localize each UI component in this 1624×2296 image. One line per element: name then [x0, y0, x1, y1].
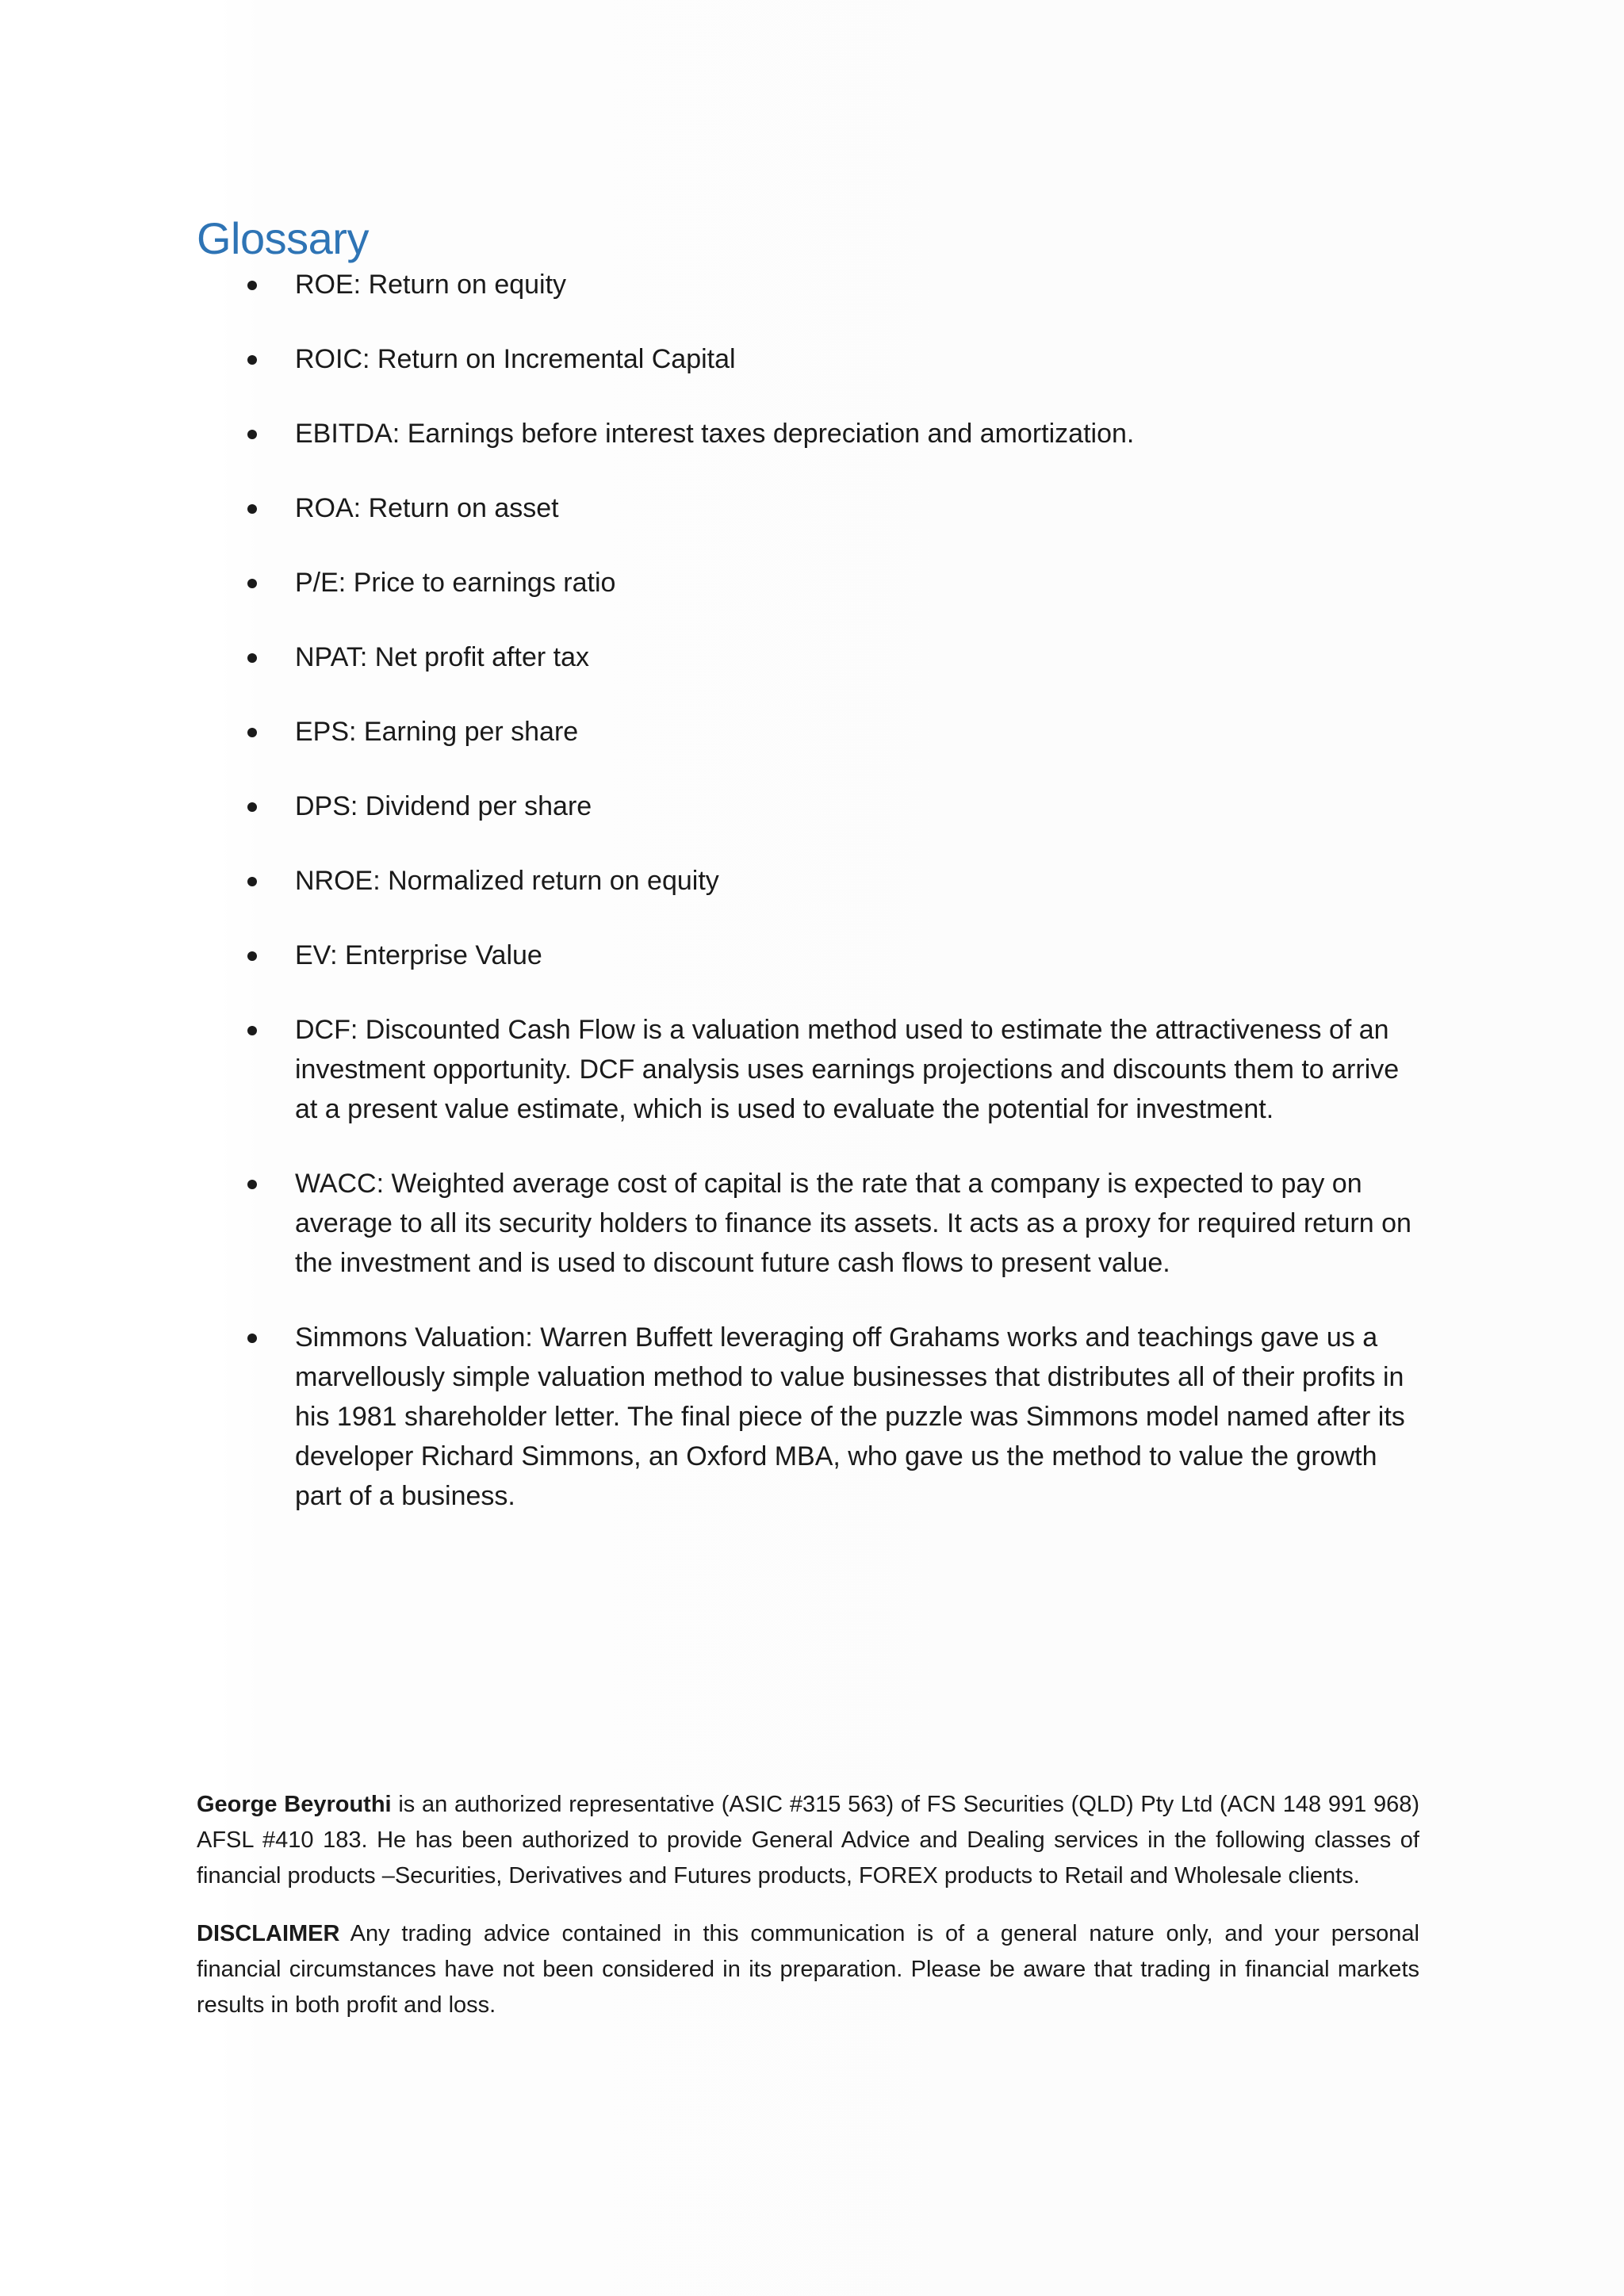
bullet-icon	[247, 1334, 257, 1343]
glossary-item-text: EPS: Earning per share	[295, 717, 579, 747]
glossary-item-roa	[197, 488, 1419, 528]
page-title: Glossary	[197, 213, 369, 263]
glossary-item-text: ROIC: Return on Incremental Capital	[295, 344, 736, 374]
bullet-icon	[247, 281, 257, 290]
glossary-item-npat	[197, 637, 1419, 677]
disclaimer-label: DISCLAIMER	[197, 1921, 340, 1946]
glossary-section	[197, 208, 1419, 1551]
glossary-item-text: DCF: Discounted Cash Flow is a valuation method used to estimate the attractiveness of an investment opportunity. DCF analysis uses earnings projections and discounts them to arrive at a present value estimate, which is used to evaluate the potential for investment.	[295, 1015, 1400, 1124]
bullet-icon	[247, 877, 257, 886]
bullet-icon	[247, 1180, 257, 1189]
glossary-item-wacc	[197, 1164, 1421, 1283]
disclaimer	[197, 1916, 1419, 2023]
glossary-item-roe	[197, 265, 1419, 304]
glossary-item-eps	[197, 712, 1419, 752]
glossary-item-dcf	[197, 1010, 1421, 1129]
glossary-item-text: ROA: Return on asset	[295, 493, 559, 523]
bullet-icon	[247, 355, 257, 365]
footer	[197, 1787, 1419, 2045]
glossary-item-nroe	[197, 861, 1419, 901]
glossary-list	[197, 265, 1419, 1516]
glossary-item-roic	[197, 339, 1419, 379]
bullet-icon	[247, 802, 257, 812]
representative-statement	[197, 1787, 1419, 1894]
representative-name: George Beyrouthi	[197, 1792, 392, 1817]
bullet-icon	[247, 504, 257, 514]
bullet-icon	[247, 951, 257, 961]
glossary-item-text: NPAT: Net profit after tax	[295, 642, 589, 672]
glossary-item-text: Simmons Valuation: Warren Buffett leveraging off Grahams works and teachings gave us a marvellously simple valuation method to value businesses that distributes all of their profits in his 1981 shareholder letter. The final piece of the puzzle was Simmons model named after its developer Richard Simmons, an Oxford MBA, who gave us the method to value the growth part of a business.	[295, 1322, 1405, 1511]
representative-text: is an authorized representative (ASIC #315 563) of FS Securities (QLD) Pty Ltd (ACN 148 991 968) AFSL #410 183. He has been authorized to provide General Advice and Dealing services in the following classes of financial products –Securities, Derivatives and Futures products, FOREX products to Retail and Wholesale clients.	[197, 1792, 1419, 1888]
glossary-item-simmons	[197, 1318, 1421, 1516]
bullet-icon	[247, 1026, 257, 1035]
glossary-item-dps	[197, 786, 1419, 826]
glossary-item-text: P/E: Price to earnings ratio	[295, 568, 616, 598]
glossary-item-text: WACC: Weighted average cost of capital is the rate that a company is expected to pay on average to all its security holders to finance its assets. It acts as a proxy for required return on the investment and is used to discount future cash flows to present value.	[295, 1169, 1411, 1278]
glossary-item-text: NROE: Normalized return on equity	[295, 866, 719, 896]
glossary-item-text: DPS: Dividend per share	[295, 791, 592, 821]
bullet-icon	[247, 579, 257, 588]
disclaimer-text: Any trading advice contained in this communication is of a general nature only, and your personal financial circumstances have not been considered in its preparation. Please be aware that trading in financial markets results in both profit and loss.	[197, 1921, 1419, 2018]
glossary-item-text: EV: Enterprise Value	[295, 940, 542, 970]
glossary-item-text: EBITDA: Earnings before interest taxes depreciation and amortization.	[295, 419, 1135, 449]
glossary-item-pe	[197, 563, 1419, 603]
bullet-icon	[247, 430, 257, 439]
bullet-icon	[247, 653, 257, 663]
glossary-item-ev	[197, 936, 1419, 975]
glossary-item-ebitda	[197, 414, 1419, 453]
glossary-item-text: ROE: Return on equity	[295, 270, 567, 300]
bullet-icon	[247, 728, 257, 737]
